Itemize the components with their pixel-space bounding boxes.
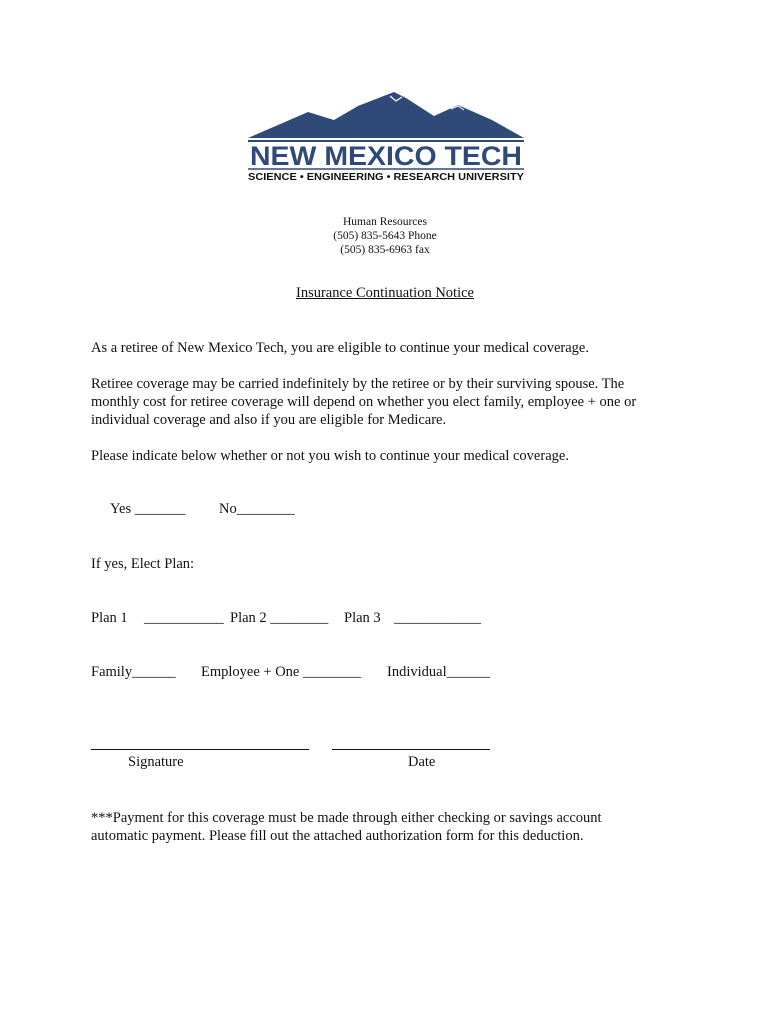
elect-plan-prompt: If yes, Elect Plan: bbox=[91, 556, 195, 572]
notice-title: Insurance Continuation Notice bbox=[296, 285, 474, 301]
eligibility-paragraph: As a retiree of New Mexico Tech, you are eligible to continue your medical coverage. bbox=[91, 340, 589, 356]
plan-1-label: Plan 1 bbox=[91, 610, 128, 626]
contact-fax: (505) 835-6963 fax bbox=[340, 244, 430, 256]
logo-wordmark: NEW MEXICO TECH bbox=[250, 141, 522, 171]
plan-2-field[interactable]: Plan 2 ________ bbox=[230, 610, 329, 626]
no-field[interactable]: No________ bbox=[219, 501, 295, 517]
family-field[interactable]: Family______ bbox=[91, 664, 176, 680]
coverage-paragraph-line-3: individual coverage and also if you are eligible for Medicare. bbox=[91, 412, 447, 428]
coverage-paragraph-line-1: Retiree coverage may be carried indefinitely by the retiree or by their surviving spouse. The bbox=[91, 376, 625, 392]
mountain-icon bbox=[248, 92, 524, 138]
coverage-paragraph-line-2: monthly cost for retiree coverage will depend on whether you elect family, employee + one or bbox=[91, 394, 637, 410]
plan-1-field[interactable]: ___________ bbox=[144, 610, 224, 626]
individual-field[interactable]: Individual______ bbox=[387, 664, 491, 680]
plan-3-field[interactable]: ____________ bbox=[394, 610, 481, 626]
new-mexico-tech-logo bbox=[246, 92, 526, 187]
plan-3-label: Plan 3 bbox=[344, 610, 381, 626]
signature-line[interactable] bbox=[91, 749, 309, 750]
employee-plus-one-field[interactable]: Employee + One ________ bbox=[201, 664, 361, 680]
signature-label: Signature bbox=[128, 754, 184, 770]
payment-note-line-2: automatic payment. Please fill out the attached authorization form for this deduction. bbox=[91, 828, 584, 844]
logo-tagline: SCIENCE • ENGINEERING • RESEARCH UNIVERSITY bbox=[248, 172, 525, 183]
mountain-logo-graphic bbox=[246, 92, 526, 187]
date-label: Date bbox=[408, 754, 436, 770]
instruction-paragraph: Please indicate below whether or not you wish to continue your medical coverage. bbox=[91, 448, 569, 464]
yes-field[interactable]: Yes _______ bbox=[110, 501, 186, 517]
contact-phone: (505) 835-5643 Phone bbox=[333, 230, 437, 242]
contact-department: Human Resources bbox=[343, 216, 427, 228]
date-line[interactable] bbox=[332, 749, 490, 750]
payment-note-line-1: ***Payment for this coverage must be made through either checking or savings account bbox=[91, 810, 602, 826]
